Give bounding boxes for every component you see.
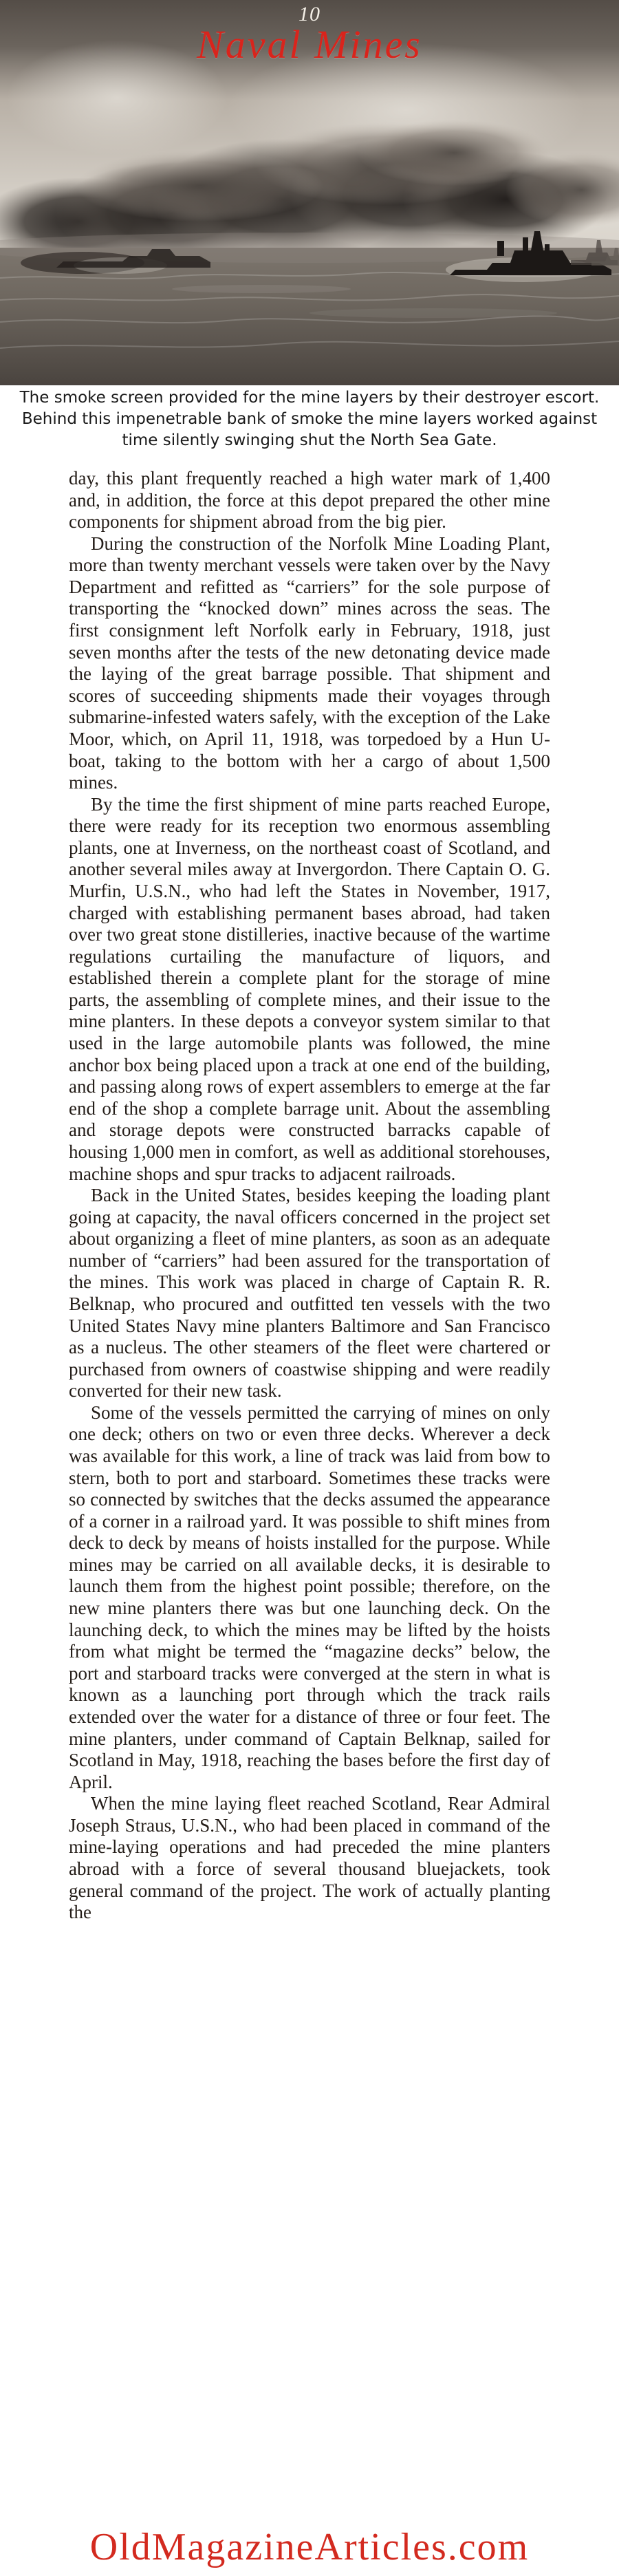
page-headline: Naval Mines (197, 22, 422, 67)
photo-caption: The smoke screen provided for the mine layers by their destroyer escort. Behind this impenetrable bank of smoke the mine layers worked against time silently swinging shut the North Sea Gate. (19, 389, 600, 450)
article-body (69, 468, 550, 1924)
smoke-screen-photo (0, 0, 619, 385)
page-number: 10 (298, 3, 321, 25)
article-paragraph-1: day, this plant frequently reached a high water mark of 1,400 and, in addition, the force at this depot prepared the other mine components for shipment abroad from the big pier. (69, 468, 550, 533)
article-paragraph-6: When the mine laying fleet reached Scotland, Rear Admiral Joseph Straus, U.S.N., who had been placed in command of the mine-laying operations and had preceded the mine planters abroad with a force of several thousand bluejackets, took general command of the project. The work of actually planting the (69, 1793, 550, 1923)
article-paragraph-2: During the construction of the Norfolk Mine Loading Plant, more than twenty merchant vessels were taken over by the Navy Department and refitted as “carriers” for the sole purpose of transporting the “knocked down” mines across the seas. The first consignment left Norfolk early in February, 1918, just seven months after the tests of the new detonating device made the laying of the great barrage possible. That shipment and scores of succeeding shipments made their voyages through submarine-infested waters safely, with the exception of the Lake Moor, which, on April 11, 1918, was torpedoed by a Hun U-boat, taking to the bottom with her a cargo of about 1,500 mines. (69, 533, 550, 793)
article-paragraph-4: Back in the United States, besides keeping the loading plant going at capacity, the naval officers concerned in the project set about organizing a fleet of mine planters, as soon as an adequate number of “carriers” had been assured for the transportation of the mines. This work was placed in charge of Captain R. R. Belknap, who procured and outfitted ten vessels with the two United States Navy mine planters Baltimore and San Francisco as a nucleus. The other steamers of the fleet were chartered or purchased from owners of coastwise shipping and were readily converted for their new task. (69, 1185, 550, 1402)
site-footer-brand: OldMagazineArticles.com (89, 2526, 530, 2568)
article-paragraph-5: Some of the vessels permitted the carrying of mines on only one deck; others on two or even three decks. Wherever a deck was available for this work, a line of track was laid from bow to stern, both to port and starboard. Sometimes these tracks were so connected by switches that the decks assumed the appearance of a corner in a railroad yard. It was possible to shift mines from deck to deck by means of hoists installed for the purpose. While mines may be carried on all available decks, it is desirable to launch them from the highest point possible; therefore, on the new mine planters there was but one launching deck. On the launching deck, to which the mines may be lifted by the hoists from what might be termed the “magazine decks” below, the port and starboard tracks were converged at the stern in what is known as a launching port through which the track rails extended over the water for a distance of three or four feet. The mine planters, under command of Captain Belknap, sailed for Scotland in May, 1918, reaching the bases before the first day of April. (69, 1402, 550, 1792)
article-paragraph-3: By the time the first shipment of mine parts reached Europe, there were ready for its reception two enormous assembling plants, one at Inverness, on the northeast coast of Scotland, and another several miles away at Invergordon. There Captain O. G. Murfin, U.S.N., who had left the States in November, 1917, charged with establishing permanent bases abroad, had taken over two great stone distilleries, inactive because of the wartime regulations curtailing the manufacture of liquors, and established therein a complete plant for the storage of mine parts, the assembling of complete mines, and their issue to the mine planters. In these depots a conveyor system similar to that used in the large automobile plants was followed, the mine anchor box being placed upon a track at one end of the building, and passing along rows of expert assemblers to emerge at the far end of the shop a complete barrage unit. About the assembling and storage depots were constructed barracks capable of housing 1,000 men in comfort, as well as additional storehouses, machine shops and spur tracks to adjacent railroads. (69, 793, 550, 1184)
